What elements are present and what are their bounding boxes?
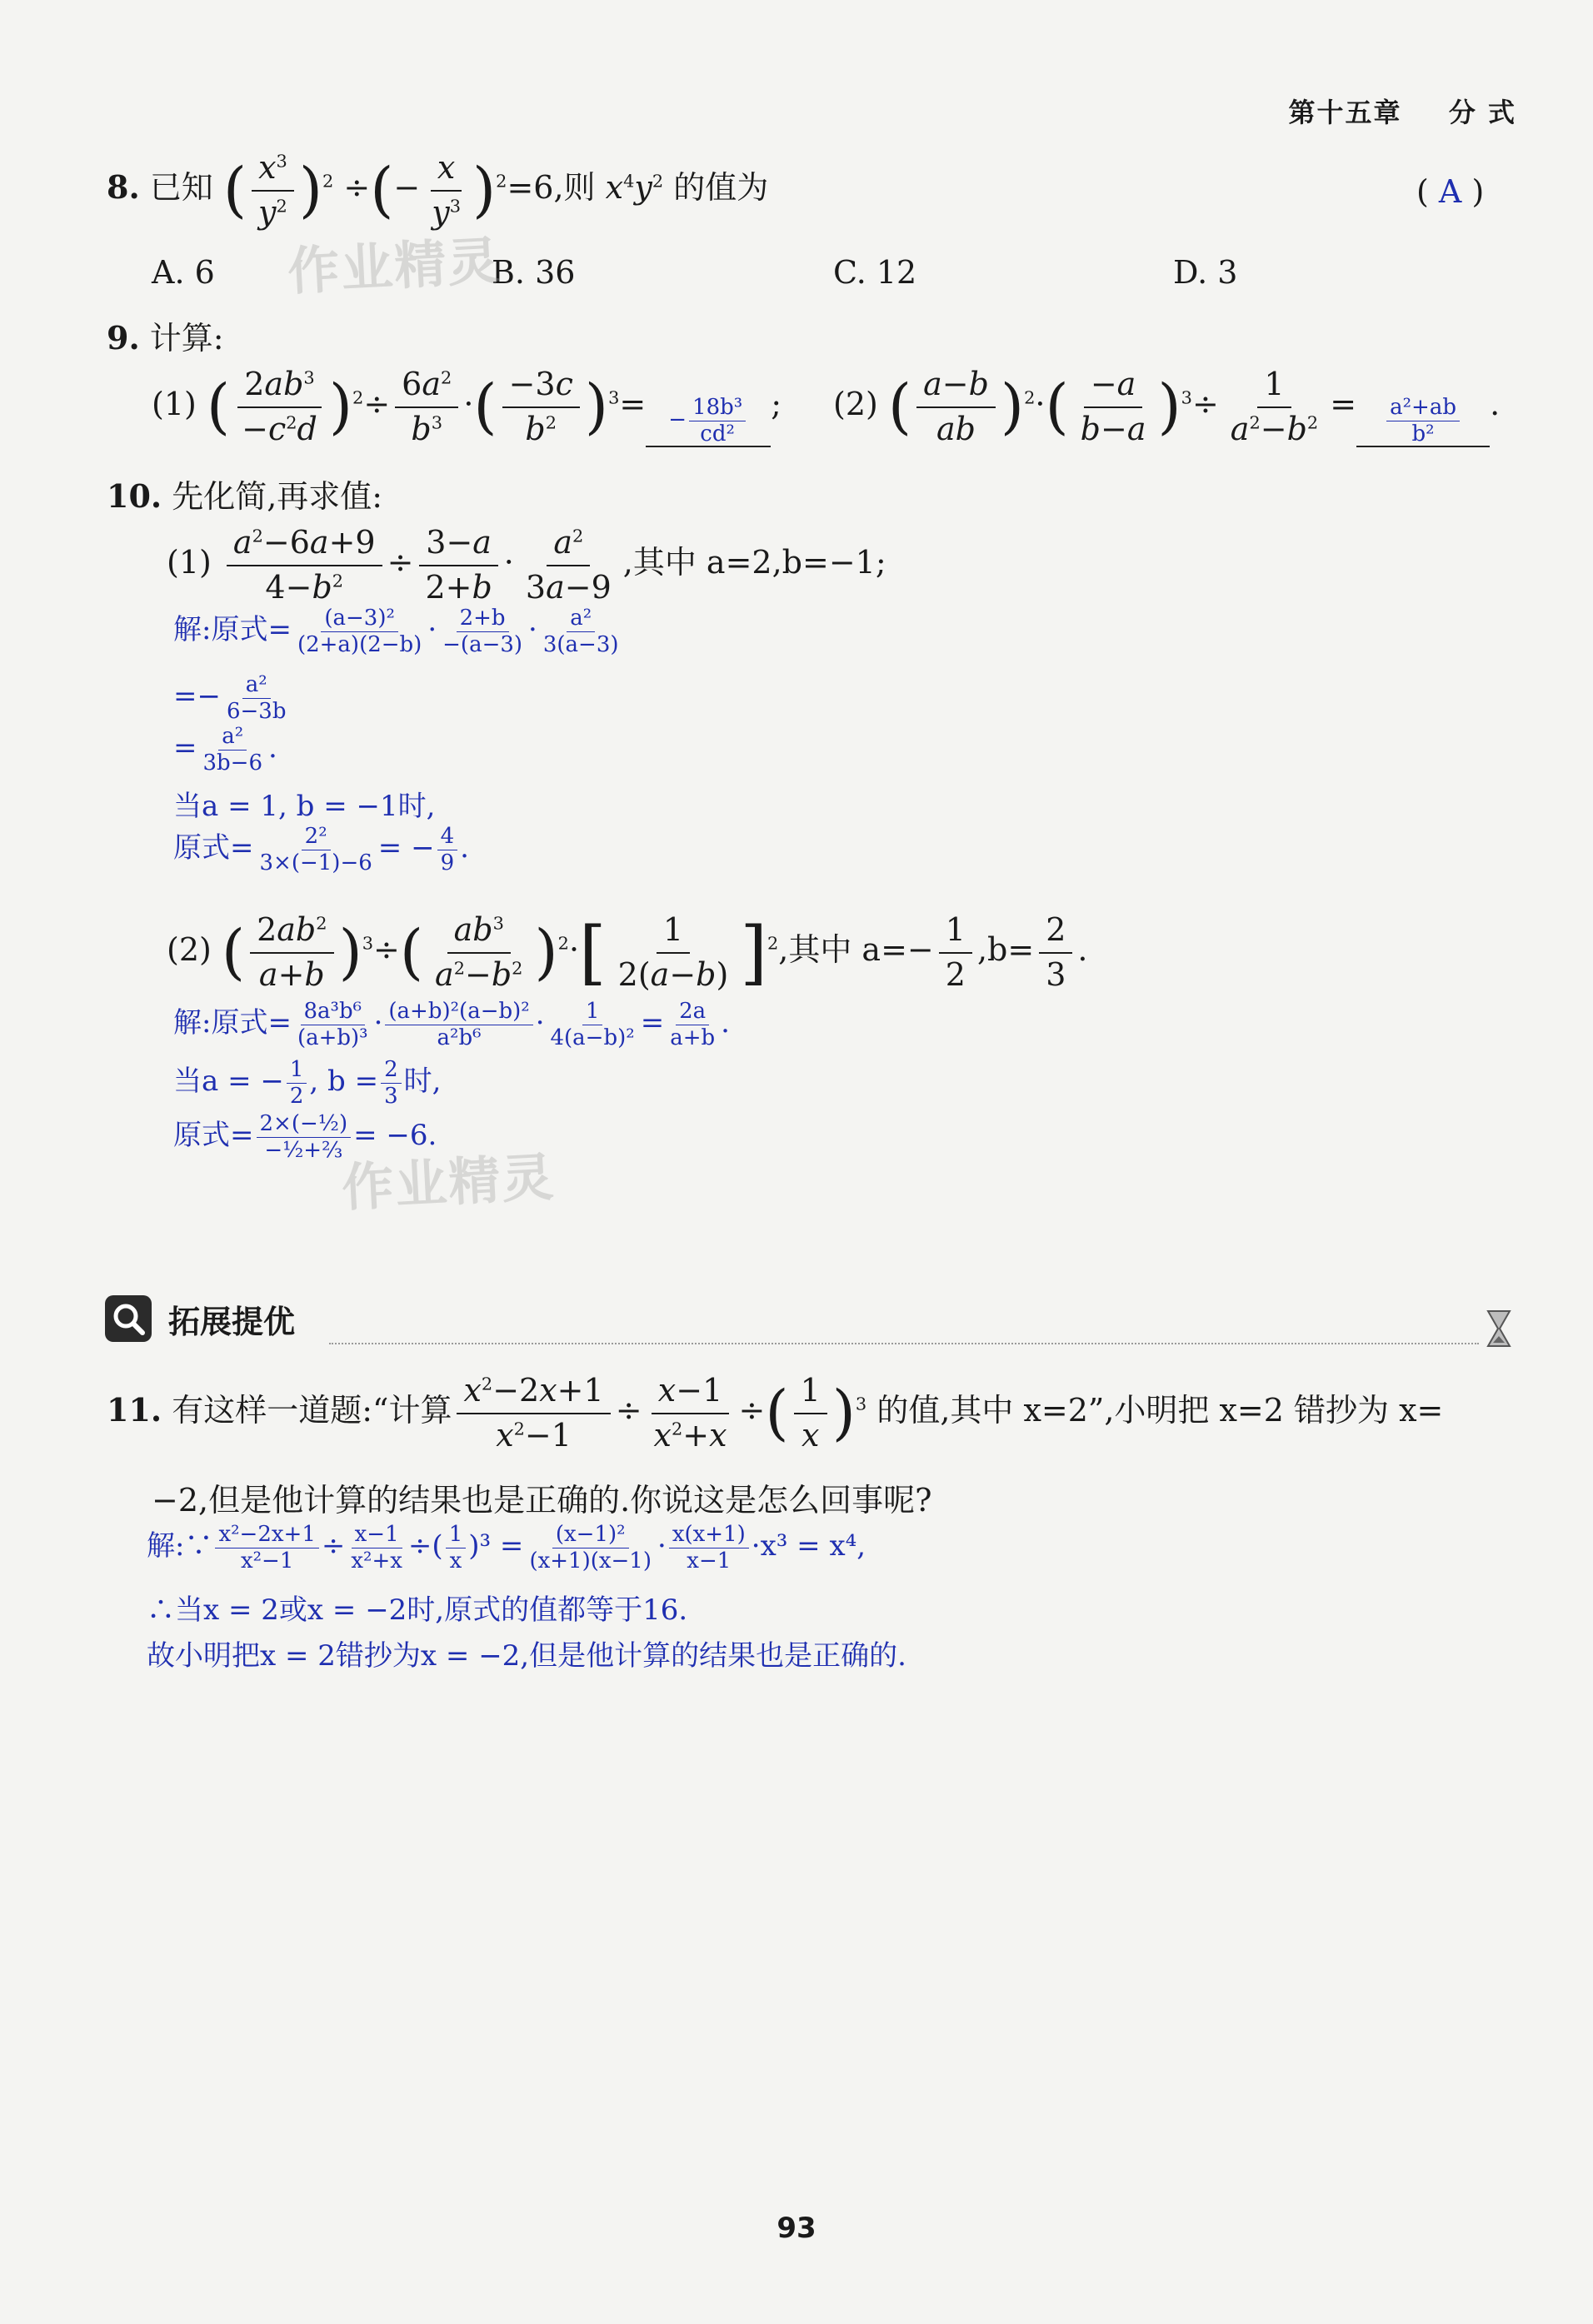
question-number: 8. bbox=[107, 168, 140, 207]
solution-text: 原式= bbox=[173, 1119, 254, 1153]
solution-10-1: 解:原式= $\frac{\text{(a−3)²}}{(2+a)(2-b)}$ · $\frac{2+b}{-(a-3)}$ · $\frac{\text{a²}}{3(a-3)}$ bbox=[173, 606, 619, 657]
question-10-part-2: (2) ( $\frac{2ab^2}{a+b}$ )$^3$÷( $\frac{ab^3}{a^2-b^2}$ )$^2$·[ $\frac{1}{2(a-b)}$ ]$^2$,其中 a=− $\frac{1}{2}$ ,b= $\frac{2}{3}$ . bbox=[167, 910, 1088, 993]
solution-11-step2: ∴当x = 2或x = −2时,原式的值都等于16. bbox=[147, 1593, 688, 1627]
solution-10-2-condition: 当a = − $\frac{1}{2}$ , b = $\frac{2}{3}$ 时, bbox=[173, 1057, 442, 1109]
part-label: (2) bbox=[167, 931, 212, 969]
solution-text: 当a = − bbox=[173, 1065, 284, 1099]
chapter-header bbox=[1289, 92, 1516, 130]
hourglass-icon bbox=[1485, 1308, 1513, 1349]
solution-text: 解:原式= bbox=[173, 1006, 292, 1040]
question-number: 11. bbox=[107, 1391, 162, 1429]
option-c: C. 12 bbox=[833, 254, 917, 291]
condition-text: ,其中 a=− bbox=[778, 931, 934, 969]
question-number: 10. bbox=[107, 477, 162, 515]
question-text: 先化简,再求值: bbox=[172, 478, 383, 515]
option-a: A. 6 bbox=[152, 254, 215, 291]
option-b: B. 36 bbox=[492, 254, 576, 291]
part-label: (1) bbox=[152, 386, 197, 423]
question-10 bbox=[107, 471, 382, 516]
answer-choice: A bbox=[1438, 173, 1462, 210]
solution-text: 解:原式= bbox=[173, 613, 292, 647]
answer-bracket: ( A ) bbox=[1416, 173, 1485, 210]
question-text: 有这样一道题:“计算 bbox=[172, 1392, 452, 1429]
chapter-title: 分 式 bbox=[1448, 97, 1516, 128]
solution-11-step3: 故小明把x = 2错抄为x = −2,但是他计算的结果也是正确的. bbox=[147, 1639, 906, 1673]
solution-text: 时, bbox=[403, 1065, 442, 1099]
question-text: 的值,其中 x=2”,小明把 x=2 错抄为 x= bbox=[876, 1392, 1444, 1429]
section-header bbox=[105, 1295, 295, 1342]
solution-10-2: 解:原式= $\frac{\text{8a³b⁶}}{\text{(a+b)³}}$ · $\frac{\text{(a+b)²(a−b)²}}{\text{a²b⁶}}$ · $\frac{1}{\text{4(a−b)²}}$ = $\frac{2a}{a+b}$ . bbox=[173, 999, 730, 1050]
answer-blank: $\frac{\text{a²+ab}}{\text{b²}}$ bbox=[1356, 396, 1490, 447]
chapter-number: 第十五章 bbox=[1288, 97, 1402, 128]
question-text: 已知 bbox=[149, 169, 213, 207]
question-9-part-2: (2) ( $\frac{a-b}{ab}$ )$^2$·( $\frac{-a}{b-a}$ )$^3$÷ $\frac{1}{a^2-b^2}$ = $\frac{\text{a²+ab}}{\text{b²}}$ . bbox=[833, 366, 1501, 447]
solution-10-1-condition: 当a = 1, b = −1时, bbox=[173, 790, 436, 823]
section-title: 拓展提优 bbox=[168, 1303, 296, 1340]
option-d: D. 3 bbox=[1173, 254, 1238, 291]
watermark: 作业精灵 bbox=[286, 230, 503, 302]
question-text: 计算: bbox=[149, 320, 224, 357]
question-11-line-2: −2,但是他计算的结果也是正确的.你说这是怎么回事呢? bbox=[152, 1482, 932, 1519]
question-9-part-1: (1) ( $\frac{2ab^3}{-c^2d}$ )$^2$÷ $\frac{6a^2}{b^3}$ ·( $\frac{-3c}{b^2}$ )$^3$= − $\frac{\text{18b³}}{\text{cd²}}$ ; bbox=[152, 366, 782, 447]
question-text: =6,则 bbox=[507, 169, 596, 207]
question-8: 8. 已知 ( $\frac{x^3}{y^2}$ )$^2$ ÷(− $\frac{x}{y^3}$ )$^2$=6,则 $x^4y^2$ 的值为 bbox=[107, 149, 769, 231]
solution-10-2-final: 原式= $\frac{\text{2×(−½)}}{\text{−½+⅔}}$ = −6. bbox=[173, 1111, 437, 1163]
watermark: 作业精灵 bbox=[340, 1146, 557, 1219]
question-10-part-1: (1) $\frac{a^2-6a+9}{4-b^2}$ ÷ $\frac{3-a}{2+b}$ · $\frac{a^2}{3a-9}$ ,其中 a=2,b=−1; bbox=[167, 524, 886, 606]
solution-10-1-step2: =− $\frac{\text{a²}}{6-3b}$ bbox=[173, 672, 287, 724]
question-text: 的值为 bbox=[673, 169, 769, 207]
solution-text: 原式= bbox=[173, 831, 254, 865]
page-number: 93 bbox=[777, 2212, 816, 2245]
search-icon bbox=[105, 1295, 152, 1342]
solution-10-1-final: 原式= $\frac{\text{2²}}{3\times(-1)-6}$ = − $\frac{4}{9}$ . bbox=[173, 824, 469, 875]
solution-text: = −6. bbox=[353, 1119, 437, 1153]
solution-text: = bbox=[173, 731, 197, 766]
condition-text: ,其中 a=2,b=−1; bbox=[622, 544, 886, 581]
solution-text: =− bbox=[173, 680, 221, 714]
condition-text: ,b= bbox=[976, 931, 1035, 969]
section-divider bbox=[329, 1343, 1479, 1344]
part-label: (2) bbox=[833, 386, 878, 423]
question-11: 11. 有这样一道题:“计算 $\frac{x^2-2x+1}{x^2-1}$ ÷ $\frac{x-1}{x^2+x}$ ÷( $\frac{1}{x}$ )$^3$ 的值,其中 x=2”,小明把 x=2 错抄为 x= bbox=[107, 1372, 1444, 1454]
solution-10-1-step3: = $\frac{\text{a²}}{3b-6}$ . bbox=[173, 724, 277, 775]
part-label: (1) bbox=[167, 544, 212, 581]
solution-text: = − bbox=[377, 831, 435, 865]
answer-blank: − $\frac{\text{18b³}}{\text{cd²}}$ bbox=[646, 396, 771, 447]
solution-text: , b = bbox=[309, 1065, 379, 1099]
question-number: 9. bbox=[107, 319, 140, 357]
question-9 bbox=[107, 312, 224, 358]
solution-11: 解:∵ $\frac{\text{x²−2x+1}}{\text{x²−1}}$ ÷ $\frac{x-1}{\text{x²+x}}$ ÷( $\frac{1}{x}$ )³ = $\frac{\text{(x−1)²}}{(x+1)(x-1)}$ · $\frac{x(x+1)}{x-1}$ ·x³ = x⁴, bbox=[147, 1522, 866, 1573]
solution-text: 解:∵ bbox=[147, 1529, 213, 1563]
